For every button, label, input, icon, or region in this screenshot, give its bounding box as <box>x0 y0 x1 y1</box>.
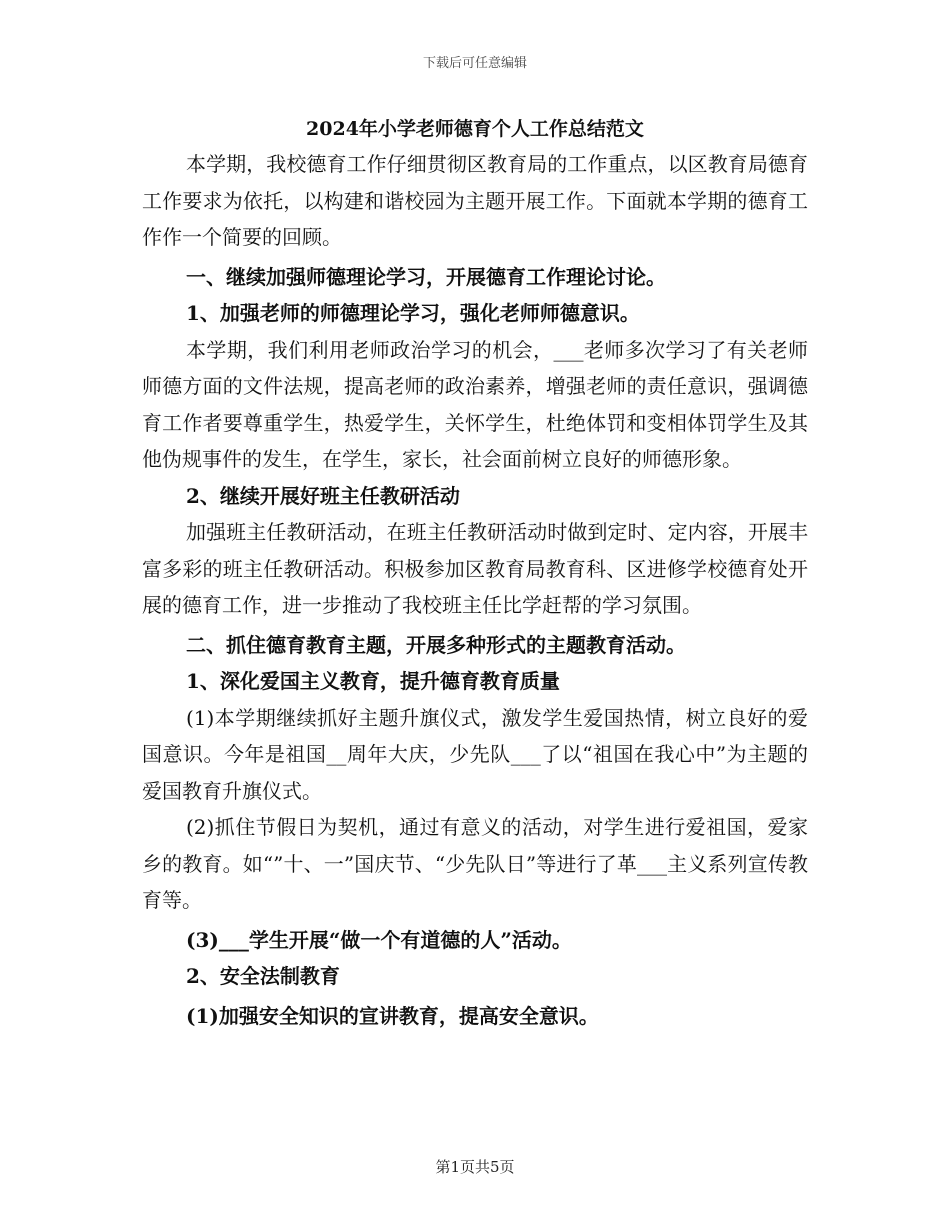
header-note: 下载后可任意编辑 <box>422 56 527 71</box>
subsection-heading-1-2: 2、继续开展好班主任教研活动 <box>186 483 460 508</box>
subsection-heading-2-1: 1、深化爱国主义教育，提升德育教育质量 <box>186 669 560 693</box>
document-title: 2024年小学老师德育个人工作总结范文 <box>306 118 644 140</box>
section-heading-2: 二、抓住德育教育主题，开展多种形式的主题教育活动。 <box>186 632 686 657</box>
document-body <box>142 112 808 1034</box>
list-item-bold: (1)加强安全知识的宣讲教育，提高安全意识。 <box>186 1003 599 1028</box>
body-paragraph: 本学期，我们利用老师政治学习的机会，___老师多次学习了有关老师师德方面的文件法规，提高老师的政治素养，增强老师的责任意识，强调德育工作者要尊重学生，热爱学生，关怀学生，杜绝体罚和变相体罚学生及其他伪规事件的发生，在学生，家长，社会面前树立良好的师德形象。 <box>142 337 808 471</box>
intro-paragraph: 本学期，我校德育工作仔细贯彻区教育局的工作重点，以区教育局德育工作要求为依托，以构建和谐校园为主题开展工作。下面就本学期的德育工作作一个简要的回顾。 <box>142 152 808 249</box>
section-heading-1: 一、继续加强师德理论学习，开展德育工作理论讨论。 <box>186 264 666 289</box>
subsection-heading-1-1: 1、加强老师的师德理论学习，强化老师师德意识。 <box>186 301 640 325</box>
list-item-bold: (3)___学生开展“做一个有道德的人”活动。 <box>186 927 572 952</box>
body-paragraph: 加强班主任教研活动，在班主任教研活动时做到定时、定内容，开展丰富多彩的班主任教研活动。积极参加区教育局教育科、区进修学校德育处开展的德育工作，进一步推动了我校班主任比学赶帮的学习氛围。 <box>142 520 808 617</box>
page-number: 第1页共5页 <box>435 1158 515 1176</box>
subsection-heading-2-2: 2、安全法制教育 <box>186 964 340 988</box>
body-paragraph: (1)本学期继续抓好主题升旗仪式，激发学生爱国热情，树立良好的爱国意识。今年是祖国__周年大庆，少先队___了以“祖国在我心中”为主题的爱国教育升旗仪式。 <box>142 705 808 803</box>
body-paragraph: (2)抓住节假日为契机，通过有意义的活动，对学生进行爱祖国，爱家乡的教育。如“”十、一”国庆节、“少先队日”等进行了革___主义系列宣传教育等。 <box>142 815 808 912</box>
